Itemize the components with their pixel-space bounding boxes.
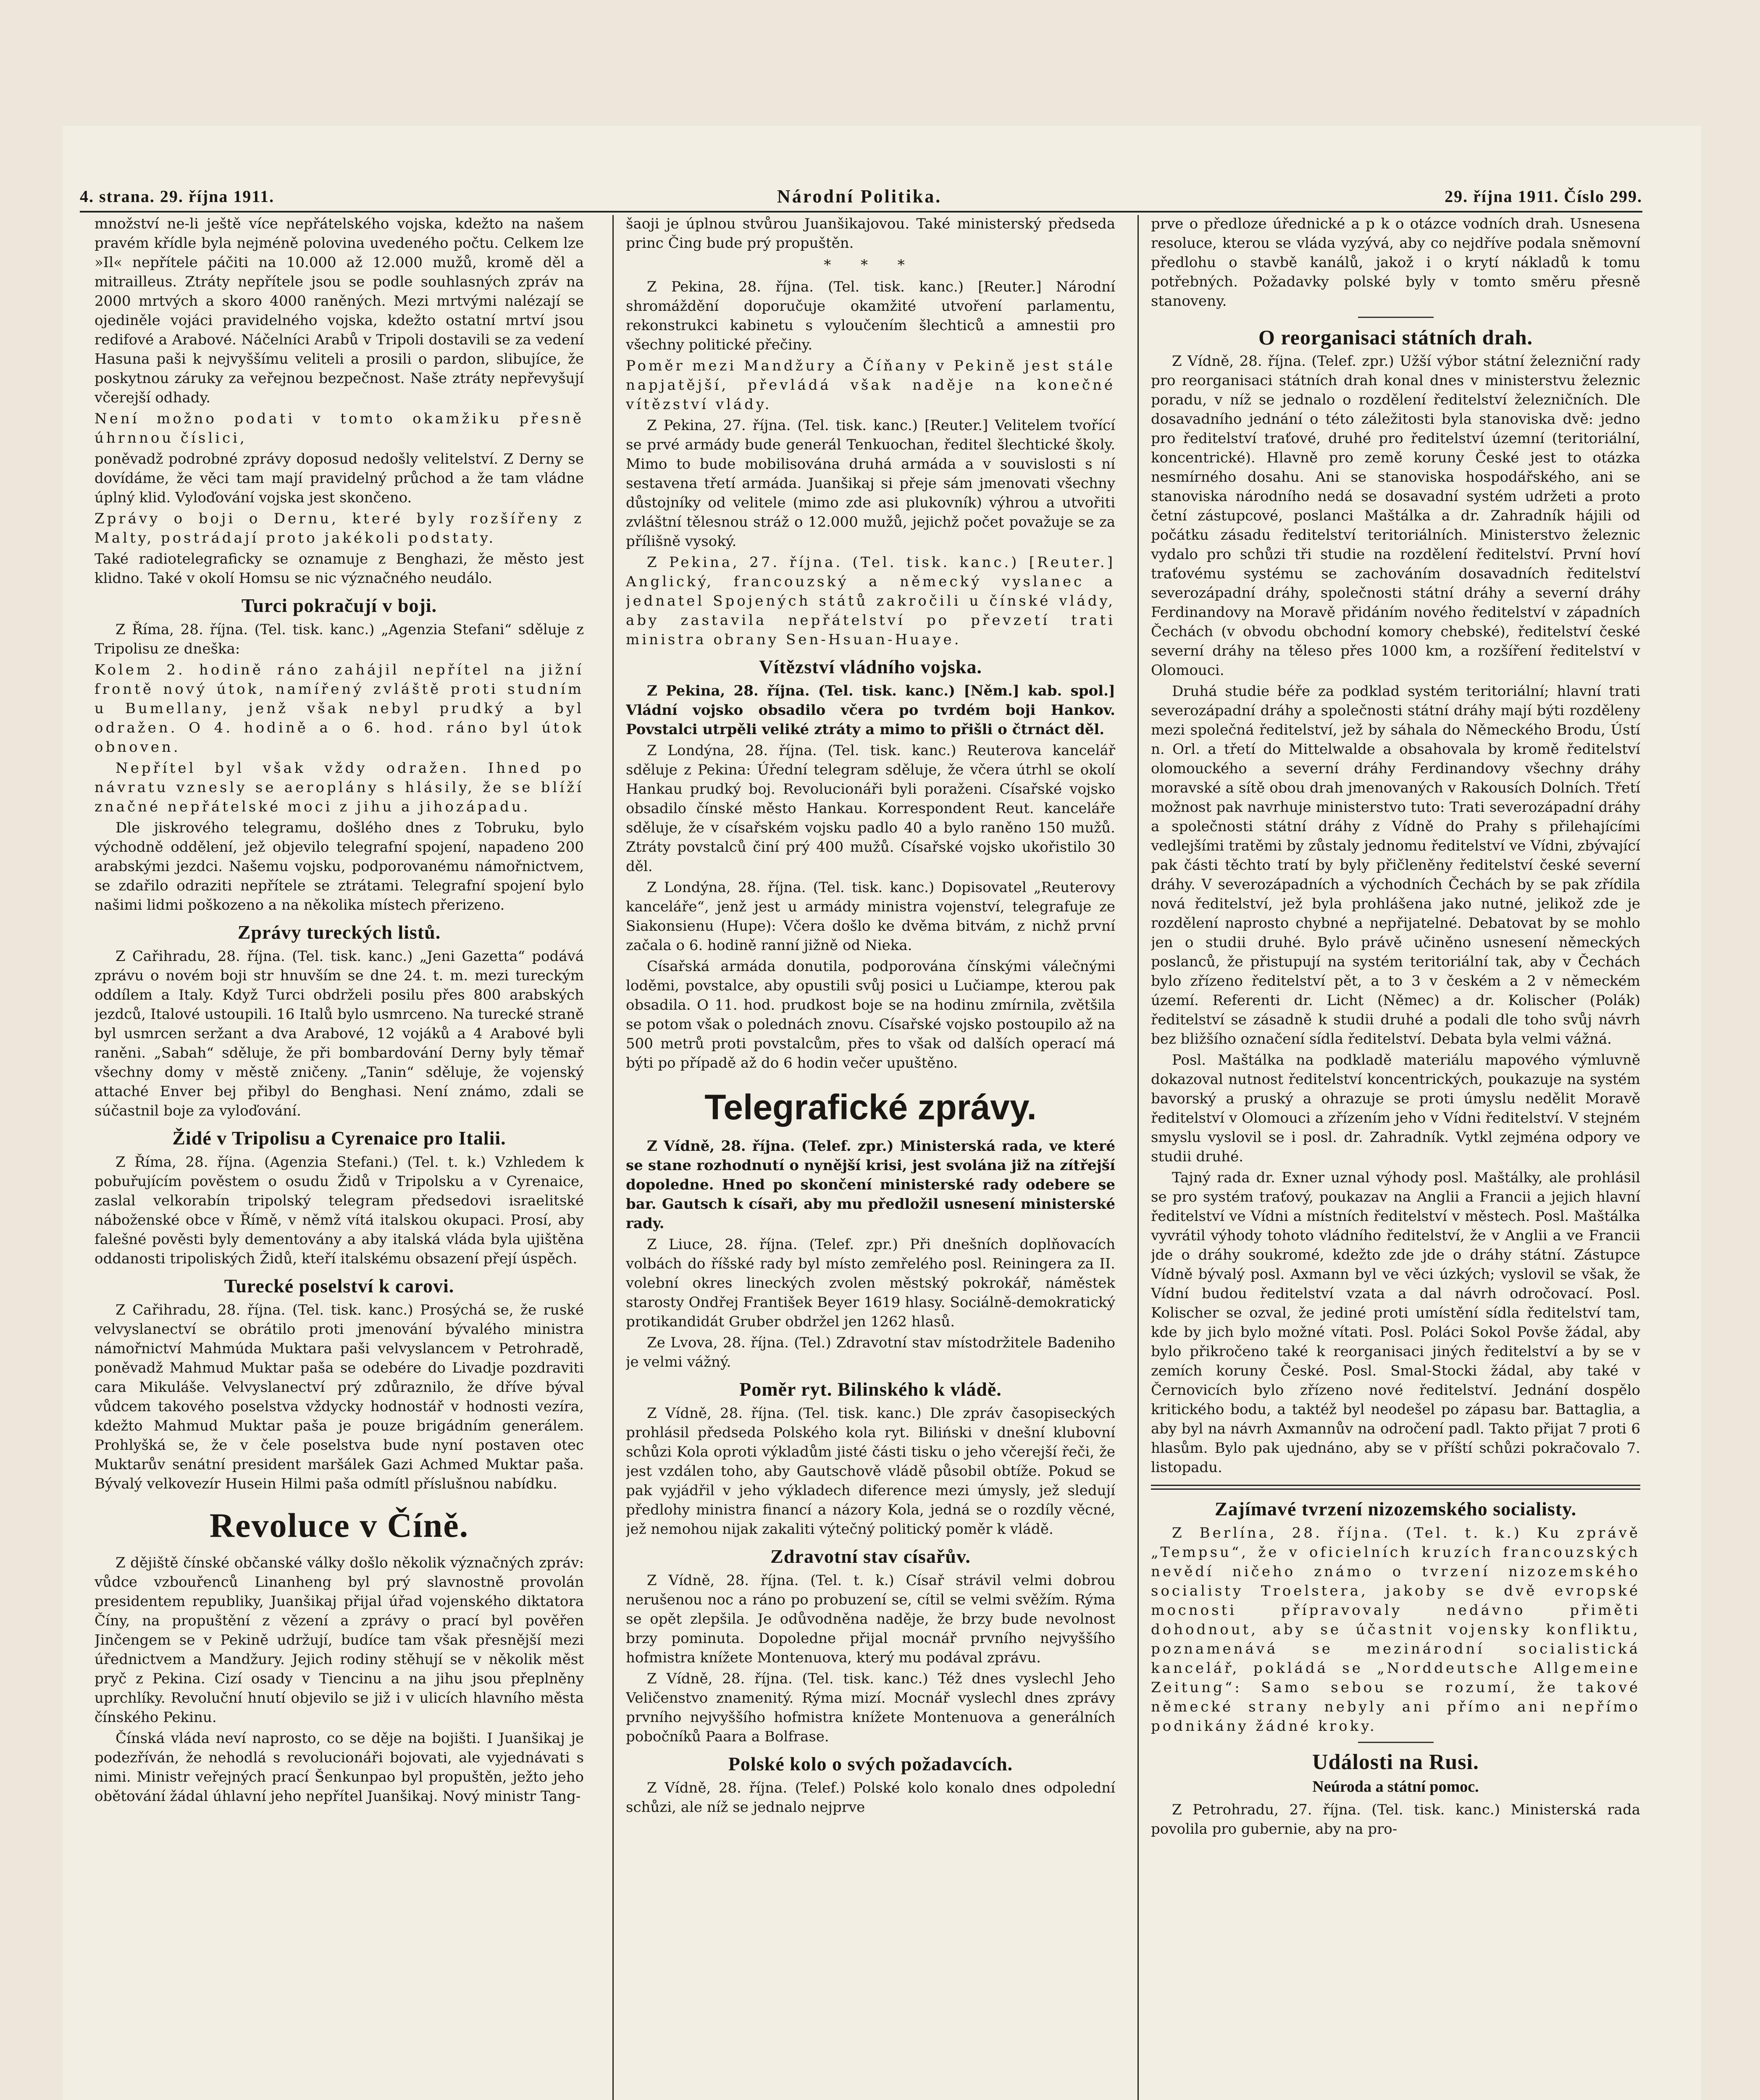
article-text: Z Vídně, 28. října. (Tel. tisk. kanc.) Též dnes vyslechl Jeho Veličenstvo znamenitý. Rýma mizí. Mocnář vyslechl dnes zprávy prvního nejvyššího hofmistra knížete Montenuova a generálních pobočníků Paara a Bolfrase. <box>626 1670 1115 1745</box>
article-text: Z Cařihradu, 28. října. (Tel. tisk. kanc.) „Jeni Gazetta“ podává zprávu o novém boji str hnuvším se dne 24. t. m. mezi tureckým oddílem a Italy. Když Turci obdrželi posilu přes 800 arabských jezdců, Italové ustoupili. 16 Italů bylo usmrceno. Na turecké straně byl usmrcen seržant a dva Arabové, 12 vojáků a 4 Arabové byli raněni. „Sabah“ sděluje, že při bombardování Derny byly těmař všechny domy v městě zničeny. „Tanin“ sděluje, že vojenský attaché Enver bej přibyl do Benghasi. Není známo, zdali se súčastnil boje za vyloďování. <box>95 948 584 1119</box>
article-text: Z dějiště čínské občanské války došlo několik význačných zpráv: vůdce vzbouřenců Linanheng byl prý slavnostně provolán presidentem republiky, Juanšikaj přijal úřad vojenského diktatora Číny, na propuštění z vězení a zprávy o prací byl pověřen Jinčengem se v Pekině udržují, budíce tam však přesnější mezi úřednictvem a Mandžury. Jejich rodiny stěhují se v několik měst pryč z Pekina. Cizí osady v Tiencinu a na jihu jsou přeplněny uprchlíky. Revoluční hnutí objevilo se již i v ulicích hlavního města čínského Pekinu. <box>95 1554 584 1726</box>
section-heading: Turci pokračují v boji. <box>241 595 437 616</box>
article-text: Z Londýna, 28. října. (Tel. tisk. kanc.) Reuterova kancelář sděluje z Pekina: Úřední telegram sděluje, že včera útrhl se okolí Hankau prudký boj. Revolucionáři byli poraženi. Císařské vojsko obsadilo čínské město Hankau. Korrespondent Reut. kanceláře sděluje, že v císařském vojsku padlo 40 a bylo raněno 150 mužů. Ztráty povstalců činí prý 400 mužů. Císařské vojsko ukořistilo 30 děl. <box>626 742 1115 875</box>
article-text: Z Říma, 28. října. (Tel. tisk. kanc.) „Agenzia Stefani“ sděluje z Tripolisu ze dneška: <box>95 621 584 657</box>
article-text: Poměr mezi Mandžury a Číňany v Pekině jest stále napjatější, převládá však naděje na konečné vítězství vlády. <box>626 357 1115 413</box>
article-text: Z Londýna, 28. října. (Tel. tisk. kanc.) Dopisovatel „Reuterovy kanceláře“, jenž jest u armády ministra vojenství, telegrafuje ze Siakonsienu (Hupe): Včera došlo ke dvěma bitvám, z nichž první začala o 6. hodině ranní jižně od Nieka. <box>626 879 1115 954</box>
telegraph-heading: Telegrafické zprávy. <box>704 1087 1037 1127</box>
article-text: Tajný rada dr. Exner uznal výhody posl. Maštálky, ale prohlásil se pro systém traťový, poukazav na Anglii a Francii a jejich hlavní ředitelství ve Vídni a místních ředitelství v městech. Posl. Maštálka vyvrátil výhody tohoto vládního ředitelství, že v Anglii a ve Francii jde o dráhy soukromé, kdežto zde jde o dráhy státní. Zástupce Vídně bývalý posl. Axmann byl ve věci úzkých; vyslovil se však, že Vídní budou ředitelství vzata a dal návrh odročovací. Posl. Kolischer se ozval, že jediné proti umístění sídla ředitelství tam, kde by jich bylo možné vítati. Posl. Poláci Sokol Povše žádal, aby bylo přikročeno také k reorganisaci jiných ředitelství a by se v zemích koruny České. Posl. Smal-Stocki žádal, aby také v Černovicích bylo zřízeno nové ředitelství. Jednání dospělo kritického bodu, a taktéž byl neodešel po zápasu bar. Battaglia, a aby byl na návrh Axmannův na odročení padl. Takto přijat 7 proti 6 hlasům. Bylo pak ujednáno, aby se v příští schůzi pokračovalo 7. listopadu. <box>1151 1169 1640 1476</box>
article-text: Také radiotelegraficky se oznamuje z Benghazi, že město jest klidno. Také v okolí Homsu se nic význačného neudálo. <box>95 551 584 587</box>
section-heading: Turecké poselství k carovi. <box>224 1275 454 1297</box>
section-heading: Poměr ryt. Bilinského k vládě. <box>739 1378 1002 1400</box>
section-subheading: Neúroda a státní pomoc. <box>1312 1778 1479 1796</box>
section-heading: Zajímavé tvrzení nizozemského socialisty. <box>1214 1498 1577 1520</box>
article-text: Z Pekina, 27. října. (Tel. tisk. kanc.) [Reuter.] Velitelem tvořící se prvé armády bude generál Tenkuochan, ředitel šlechtické školy. Mimo to bude mobilisována druhá armáda a v souvislosti s ní sestavena třetí armáda. Juanšikaj si přeje sám jmenovati všechny důstojníky od velitele (mimo zde asi plukovník) výhrou a utvořiti zvláštní tělesnou stráž o 12.000 mužů, jejichž počet považuje se za přílišně vysoký. <box>626 417 1115 550</box>
article-text: Z Říma, 28. října. (Agenzia Stefani.) (Tel. t. k.) Vzhledem k pobuřujícím pověstem o osudu Židů v Tripolsku a v Cyrenaice, zaslal velkorabín tripolský telegram předsedovi israelitské náboženské obce v Římě, v němž vítá italskou okupaci. Prosí, aby falešné pověsti byly dementovány a aby italská vláda byla ujištěna oddanosti tripoliských Židů, kteří italskému obsazení přejí úspěch. <box>95 1154 584 1267</box>
section-heading: Zdravotní stav císařův. <box>770 1546 971 1567</box>
column-1 <box>95 214 584 2100</box>
article-text: Z Cařihradu, 28. října. (Tel. tisk. kanc.) Prosýchá se, že ruské velvyslanectví se obrátilo proti jmenování bývalého ministra námořnictví Mahmúda Muktara paši velvyslancem v Petrohradě, poněvadž Mahmud Muktar paša se odebére do Livadje pozdraviti cara Mikuláše. Velvyslanectví prý zdůraznilo, že dříve býval vůdcem takového poselstva vždycky hodnostář v hodnosti vezíra, kdežto Mahmud Muktar paša je pouze brigádním generálem. Prohlyšká se, že v čele poselstva bude nyní postaven otec Muktarův senátní president maršálek Gazi Achmed Muktar paša. Bývalý velkovezír Husein Hilmi paša odmítl příslušnou nabídku. <box>95 1302 584 1492</box>
article-text: poněvadž podrobné zprávy doposud nedošly velitelství. Z Derny se dovídáme, že věci tam mají pravidelný průchod a že tam vládne úplný klid. Vyloďování vojska jest skončeno. <box>95 451 584 506</box>
separator-asterisks: * * * <box>824 257 917 273</box>
article-text: Čínská vláda neví naprosto, co se děje na bojišti. I Juanšikaj je podezříván, že nehodlá s revolucionáři bojovati, ale vyjednávati s nimi. Ministr veřejných prací Šenkunpao byl propuštěn, ježto jeho obětování žádal úhlavní jeho nepřítel Juanšikaj. Nový ministr Tang- <box>95 1730 584 1805</box>
article-text: Z Vídně, 28. října. (Tel. tisk. kanc.) Dle zpráv časopiseckých prohlásil předseda Polského kola ryt. Biliński v dnešní klubovní schůzi Kola oproti výkladům jisté části tisku o jeho včerejší řeči, že jest vzdálen toho, aby Gautschově vládě působil obtíže. Pokud se pak vyjádřil v jeho výkladech diference mezi úmysly, jež sledují předlohy ministra financí a názory Kola, jedná se o rozdíly věcné, jež nemohou nijak zakaliti výtečný politický poměr k vládě. <box>626 1405 1115 1538</box>
separator-double-rule <box>1151 1485 1640 1490</box>
article-text: Z Vídně, 28. října. (Tel. t. k.) Císař strávil velmi dobrou nerušenou noc a ráno po probuzení se, cítil se velmi svěžím. Rýma se opět zlepšila. Je odůvodněna naděje, že brzy bude nevolnost brzy pominuta. Dopoledne přijal mocnář prvního nejvyššího hofmistra knížete Montenuova, který mu podával zprávu. <box>626 1572 1115 1666</box>
article-text: Zprávy o boji o Dernu, které byly rozšířeny z Malty, postrádají proto jakékoli podstaty. <box>95 510 584 546</box>
section-heading: Zprávy tureckých listů. <box>237 921 441 943</box>
article-text: šaoji je úplnou stvůrou Juanšikajovou. Také ministerský předseda princ Čing bude prý propuštěn. <box>626 215 1115 252</box>
article-text: Z Vídně, 28. října. (Telef. zpr.) Užší výbor státní železniční rady pro reorganisaci státních drah konal dnes v ministerstvu železnic poradu, v níž se jednalo o rozdělení ředitelství železničních. Dle dosavadního jednání o této záležitosti byla stanoviska dvě: jedno pro ředitelství traťové, druhé pro ředitelství územní (teritoriální, koncentrické). Hlavně pro země koruny České jest to otázka nesmírného dosahu. Ani se stanoviska hospodářského, ani se stanoviska národního nedá se dosavadní systém udržeti a proto četní zástupcové, poslanci Maštálka a dr. Zahradník hájili od počátku zásadu ředitelství teritoriálních. Ministerstvo železnic vydalo pro schůzi tři studie na rozdělení ředitelství. První hoví traťovému systému se zachováním dosavadních ředitelství severozápadní dráhy, společnosti státní dráhy a severní dráhy Ferdinandovy na Moravě přidáním nového ředitelství v západních Čechách (v obvodu obchodní komory chebské), ředitelství české severní dráhy na těleso přes 1000 km, a rozšíření ředitelství v Olomouci. <box>1151 353 1640 679</box>
header-right: 29. října 1911. Číslo 299. <box>1445 186 1642 206</box>
section-heading: O reorganisaci státních drah. <box>1258 326 1533 349</box>
article-text: Z Pekina, 28. října. (Tel. tisk. kanc.) [Něm.] kab. spol.] Vládní vojsko obsadilo včera po tvrdém boji Hankov. Povstalci utrpěli veliké ztráty a mimo to přišli o čtrnáct děl. <box>626 682 1115 738</box>
header-rule <box>80 211 1642 213</box>
column-divider-1 <box>612 215 614 2100</box>
column-divider-2 <box>1137 215 1139 2100</box>
article-text: Z Pekina, 27. října. (Tel. tisk. kanc.) [Reuter.] Anglický, francouzský a německý vyslanec a jednatel Spojených států zakročili u čínské vlády, aby zastavila nepřátelství po převzetí trati ministra obrany Sen-Hsuan-Huaye. <box>626 554 1115 648</box>
page-header <box>80 181 1642 211</box>
article-text: Z Petrohradu, 27. října. (Tel. tisk. kanc.) Ministerská rada povolila pro gubernie, aby na pro- <box>1151 1801 1640 1838</box>
article-text: Není možno podati v tomto okamžiku přesně úhrnnou číslici, <box>95 410 584 446</box>
article-text: Nepřítel byl však vždy odražen. Ihned po návratu vznesly se aeroplány s hlásily, že se blíží značné nepřátelské moci z jihu a jihozápadu. <box>95 760 584 815</box>
separator-line <box>1358 1742 1434 1743</box>
column-3 <box>1151 214 1640 2100</box>
article-text: Císařská armáda donutila, podporována čínskými válečnými loděmi, povstalce, aby opustili svůj posici u Lučiampe, kterou pak obsadila. O 11. hod. prudkost boje se na hodinu zmírnila, zvětšila se potom však o polednách znovu. Císařské vojsko postoupilo až na 500 metrů proti povstalcům, přes to však od dalších operací má býti po případě až do 6 hodin večer upuštěno. <box>626 958 1115 1071</box>
section-heading: Židé v Tripolisu a Cyrenaice pro Italii. <box>172 1127 506 1149</box>
column-2 <box>626 214 1115 2100</box>
separator-line <box>1358 317 1434 318</box>
article-text: Z Vídně, 28. října. (Telef. zpr.) Ministerská rada, ve které se stane rozhodnutí o nynější krisi, jest svolána již na zítřejší dopoledne. Hned po skončení ministerské rady odebere se bar. Gautsch k císaři, aby mu předložil usnesení ministerské rady. <box>626 1138 1115 1232</box>
masthead-title: Národní Politika. <box>777 186 942 207</box>
article-text: Posl. Maštálka na podkladě materiálu mapového výmluvně dokazoval nutnost ředitelství koncentrických, poukazuje na systém bavorský a pruský a ohrazuje se proti úmyslu nedělit Moravě ředitelství v Olomouci a zřízením jeho v Vídni ředitelství. V stejném smyslu vyslovil se i posl. dr. Zahradník. Vytkl zejména odpory ve studii druhé. <box>1151 1052 1640 1165</box>
header-left: 4. strana. 29. října 1911. <box>80 186 275 206</box>
section-heading: Události na Rusi. <box>1312 1750 1479 1774</box>
article-text: množství ne-li ještě více nepřátelského vojska, kdežto na našem pravém křídle byla nejméně polovina uvedeného počtu. Celkem lze »Il« nepřítele páčiti na 10.000 až 12.000 mužů, kromě děl a mitrailleus. Ztráty nepřítele jsou se podle souhlasných zpráv na 2000 mrtvých a skoro 4000 raněných. Mezi mrtvými nalézají se ojediněle vojáci pravidelného vojska, kdežto ostatní mrtví jsou redifové a Arabové. Náčelníci Arabů v Tripoli dostavili se za vedení Hasuna paši k nejvyššímu veliteli a prosili o pardon, slibujíce, že poskytnou záruky za veřejnou bezpečnost. Naše ztráty nepřevyšují včerejší odhady. <box>95 215 584 406</box>
article-text: Z Vídně, 28. října. (Telef.) Polské kolo konalo dnes odpolední schůzi, ale níž se jednalo nejprve <box>626 1780 1115 1816</box>
article-text: Z Berlína, 28. října. (Tel. t. k.) Ku zprávě „Tempsu“, že v oficielních kruzích francouzských nevědí ničeho známo o tvrzení nizozemského socialisty Troelstera, jakoby se dvě evropské mocnosti přípravovaly nedávno přiměti dohodnout, aby se účastnit vojensky konfliktu, poznamenává se mezinárodní socialistická kancelář, pokládá se „Norddeutsche Allgemeine Zeitung“: Samo sebou se rozumí, že takové německé strany nebyly ani přímo ani nepřímo podnikány žádné kroky. <box>1151 1525 1640 1735</box>
major-heading: Revoluce v Číně. <box>209 1506 469 1544</box>
article-text: Kolem 2. hodině ráno zahájil nepřítel na jižní frontě nový útok, namířený zvláště proti studním u Bumellany, jenž však nebyl prudký a byl odražen. O 4. hodině a o 6. hod. ráno byl útok obnoven. <box>95 662 584 756</box>
article-text: Z Liuce, 28. října. (Telef. zpr.) Při dnešních doplňovacích volbách do říšské rady byl místo zemřelého posl. Reiningera za II. volební okres lineckých zvolen městský pokrokář, náměstek starosty Ondřej František Beyer 1619 hlasy. Sociálně-demokratický protikandidát Gruber obdržel jen 1262 hlasů. <box>626 1236 1115 1330</box>
article-text: Druhá studie béře za podklad systém teritoriální; hlavní trati severozápadní dráhy a společnosti státní dráhy mají býti rozděleny mezi společná ředitelství, jež by sáhala do Německého Brodu, Ústí n. Orl. a třetí do Mittelwalde a obsahovala by kromě ředitelství olomouckého a severní dráhy Ferdinandovy všechny dráhy moravské a sítě obou drah jmenovaných v Rakousích Dolních. Třetí možnost pak navrhuje ministerstvo tuto: Trati severozápadní dráhy a společnosti státní dráhy z Vídně do Prahy s přilehajícími vedlejšími tratěmi by zůstaly jednomu ředitelství ve Vídni, zbývající pak části těchto tratí by byly přičleněny ředitelství české severní dráhy. V severozápadních a východních Čechách by se pak zřídila nová ředitelství, jež byla prohlášena jako nutné, jelikož zde je rozdělení naprosto chybné a nepřijatelné. Debatovat by se mohlo jen o studii druhé. Bylo právě učiněno usnesení německých poslanců, že přistupují na systém teritoriální tak, aby v Čechách bylo zřízeno ředitelství pět, a to 3 v českém a 2 v německém území. Referenti dr. Licht (Němec) a dr. Kolischer (Polák) ředitelství se zásadně k studii druhé a podali dle toho svůj návrh bez bližšího označení sídla ředitelství. Debata byla velmi vážná. <box>1151 683 1640 1047</box>
section-heading: Vítězství vládního vojska. <box>759 656 982 677</box>
article-text: Ze Lvova, 28. října. (Tel.) Zdravotní stav místodržitele Badeniho je velmi vážný. <box>626 1334 1115 1370</box>
article-text: prve o předloze úřednické a p k o otázce vodních drah. Usnesena resoluce, kterou se vláda vyzývá, aby co nejdříve podala sněmovní předlohu o stavbě kanálů, jakož i o krytí nákladů k tomu potřebných. Požadavky polské byly v tomto směru přesně stanoveny. <box>1151 215 1640 310</box>
article-text: Z Pekina, 28. října. (Tel. tisk. kanc.) [Reuter.] Národní shromáždění doporučuje okamžité utvoření parlamentu, rekonstrukci kabinetu s vyloučením šlechticů a amnestii pro všechny politické přečiny. <box>626 278 1115 353</box>
section-heading: Polské kolo o svých požadavcích. <box>728 1753 1013 1774</box>
article-text: Dle jiskrového telegramu, došlého dnes z Tobruku, bylo východně oddělení, jež objevilo telegrafní spojení, napadeno 200 arabskými jezdci. Našemu vojsku, podporovanému námořnictvem, se zdařilo odraziti nepřítele se ztrátami. Telegrafní spojení bylo našimi lidmi poškozeno a na několika místech přerizeno. <box>95 819 584 914</box>
